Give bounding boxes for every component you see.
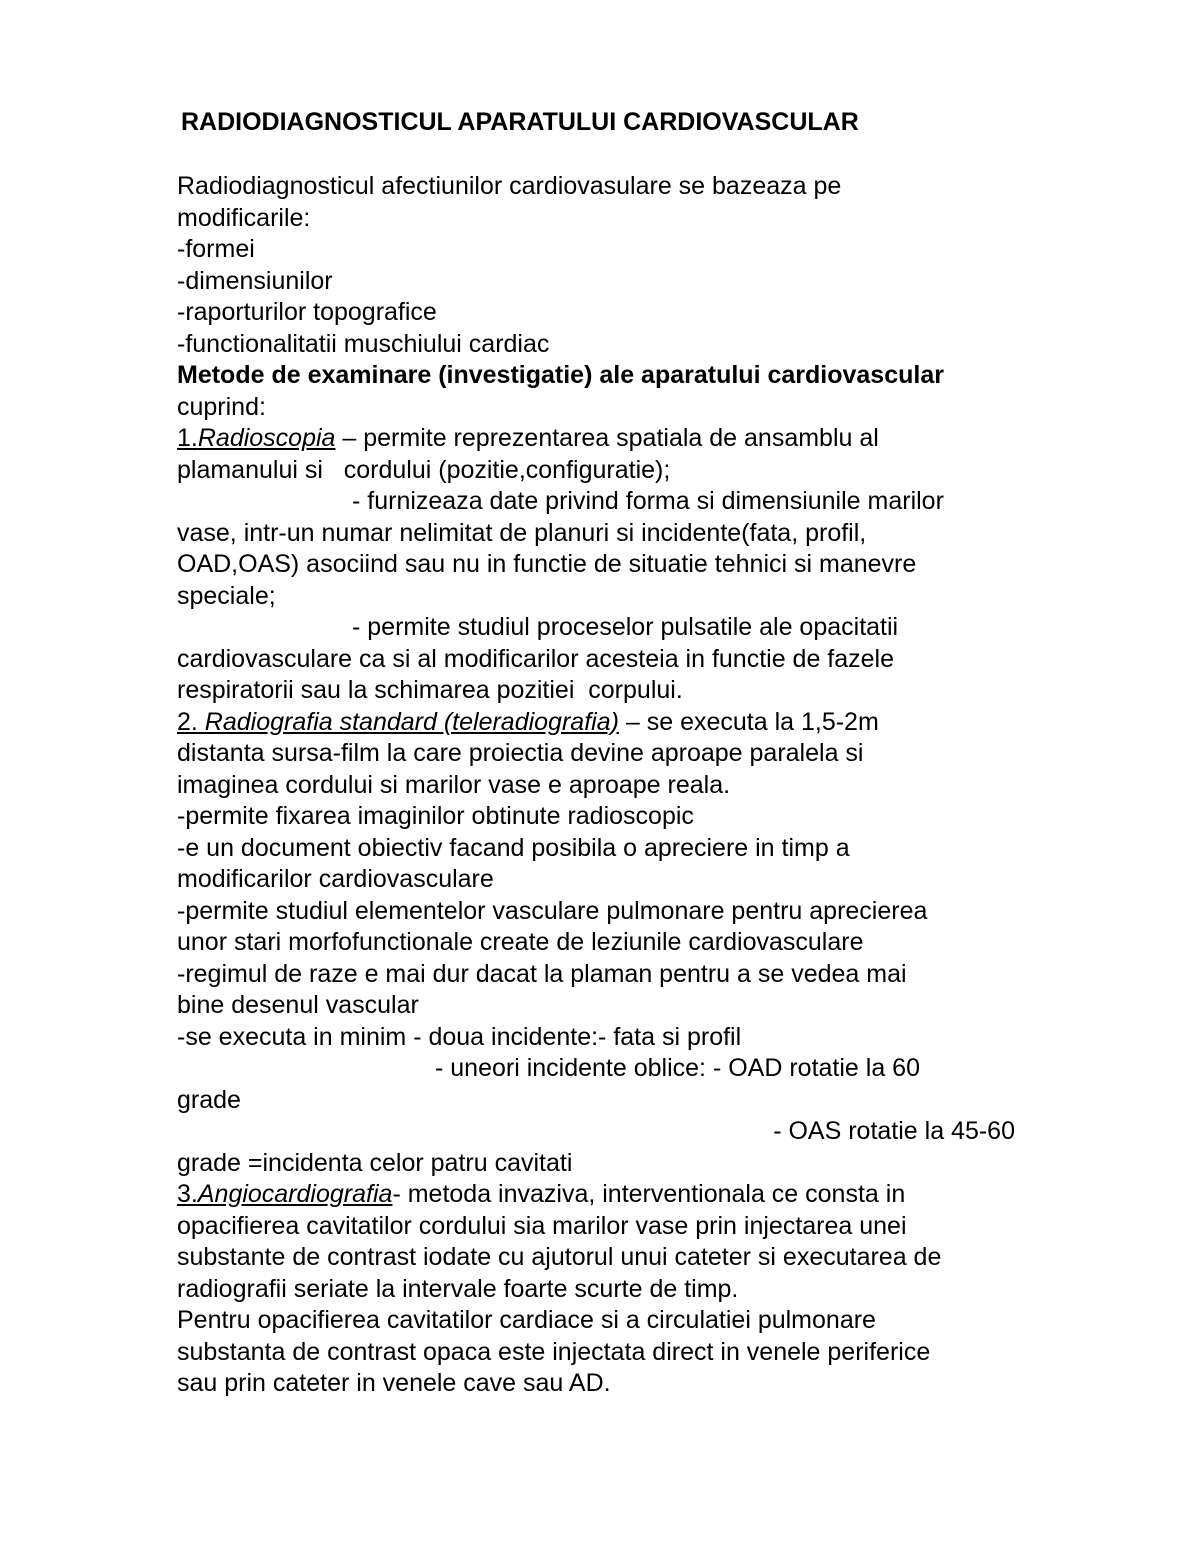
method1-line-1: 1.Radioscopia – permite reprezentarea spatiala de ansamblu al: [177, 424, 879, 452]
method1-number: 1.Radioscopia: [177, 424, 336, 452]
change-item-topography: -raporturilor topografice: [177, 298, 437, 326]
methods-heading: Metode de examinare (investigatie) ale aparatului cardiovascular: [177, 361, 944, 389]
method2-line-4: -permite fixarea imaginilor obtinute radioscopic: [177, 802, 694, 830]
method2-name: Radiografia standard (teleradiografia): [204, 707, 619, 736]
intro-line-2: modificarile:: [177, 203, 311, 232]
method3-number: 3.Angiocardiografia: [177, 1180, 393, 1208]
method3-line-7: sau prin cateter in venele cave sau AD.: [177, 1369, 611, 1397]
intro-line-1: Radiodiagnosticul afectiunilor cardiovasulare se bazeaza pe: [177, 172, 842, 200]
change-item-form: -formei: [177, 235, 255, 263]
method1-line-7: - permite studiul proceselor pulsatile ale opacitatii: [352, 613, 899, 641]
method2-line-14: - OAS rotatie la 45-60: [773, 1117, 1015, 1145]
method1-line-5: OAD,OAS) asociind sau nu in functie de situatie tehnici si manevre: [177, 550, 917, 578]
methods-cuprind: cuprind:: [177, 392, 266, 421]
method2-line-2: distanta sursa-film la care proiectia devine aproape paralela si: [177, 739, 864, 767]
method2-line-5: -e un document obiectiv facand posibila o apreciere in timp a: [177, 833, 850, 862]
method2-line-13: grade: [177, 1085, 241, 1114]
method2-line-11: -se executa in minim - doua incidente:- fata si profil: [177, 1022, 742, 1051]
method1-line-8: cardiovasculare ca si al modificarilor acesteia in functie de fazele: [177, 644, 895, 673]
method2-line-1: 2. Radiografia standard (teleradiografia) – se executa la 1,5-2m: [177, 707, 879, 736]
method3-name: Angiocardiografia: [197, 1180, 393, 1208]
method1-line-4: vase, intr-un numar nelimitat de planuri si incidente(fata, profil,: [177, 518, 867, 547]
method3-line-6: substanta de contrast opaca este injectata direct in venele periferice: [177, 1337, 931, 1366]
method3-line-5: Pentru opacifierea cavitatilor cardiace si a circulatiei pulmonare: [177, 1306, 876, 1334]
method1-line-6: speciale;: [177, 581, 276, 610]
method2-line-6: modificarilor cardiovasculare: [177, 865, 494, 893]
page-title: RADIODIAGNOSTICUL APARATULUI CARDIOVASCULAR: [181, 108, 859, 136]
method2-line-7: -permite studiul elementelor vasculare pulmonare pentru aprecierea: [177, 896, 928, 925]
method1-name: Radioscopia: [197, 424, 336, 452]
document-body: [177, 171, 1037, 1400]
method2-number: 2. Radiografia standard (teleradiografia): [177, 707, 619, 736]
change-item-function: -functionalitatii muschiului cardiac: [177, 329, 550, 358]
method3-line-1: 3.Angiocardiografia- metoda invaziva, interventionala ce consta in: [177, 1180, 906, 1208]
method2-line-9: -regimul de raze e mai dur dacat la plaman pentru a se vedea mai: [177, 959, 907, 988]
method1-line-2: plamanului si cordului (pozitie,configuratie);: [177, 455, 671, 484]
method2-line-15: grade =incidenta celor patru cavitati: [177, 1148, 573, 1177]
change-item-dimensions: -dimensiunilor: [177, 266, 333, 295]
method3-line-2: opacifierea cavitatilor cordului sia marilor vase prin injectarea unei: [177, 1211, 907, 1240]
method1-line-3: - furnizeaza date privind forma si dimensiunile marilor: [352, 487, 944, 515]
method2-line-8: unor stari morfofunctionale create de leziunile cardiovasculare: [177, 928, 864, 956]
method2-line-12: - uneori incidente oblice: - OAD rotatie la 60: [435, 1054, 920, 1082]
method1-line-9: respiratorii sau la schimarea pozitiei corpului.: [177, 676, 683, 704]
method3-line-4: radiografii seriate la intervale foarte scurte de timp.: [177, 1274, 739, 1303]
method2-line-10: bine desenul vascular: [177, 991, 419, 1019]
method2-line-3: imaginea cordului si marilor vase e aproape reala.: [177, 770, 731, 799]
method3-line-3: substante de contrast iodate cu ajutorul unui cateter si executarea de: [177, 1243, 942, 1271]
